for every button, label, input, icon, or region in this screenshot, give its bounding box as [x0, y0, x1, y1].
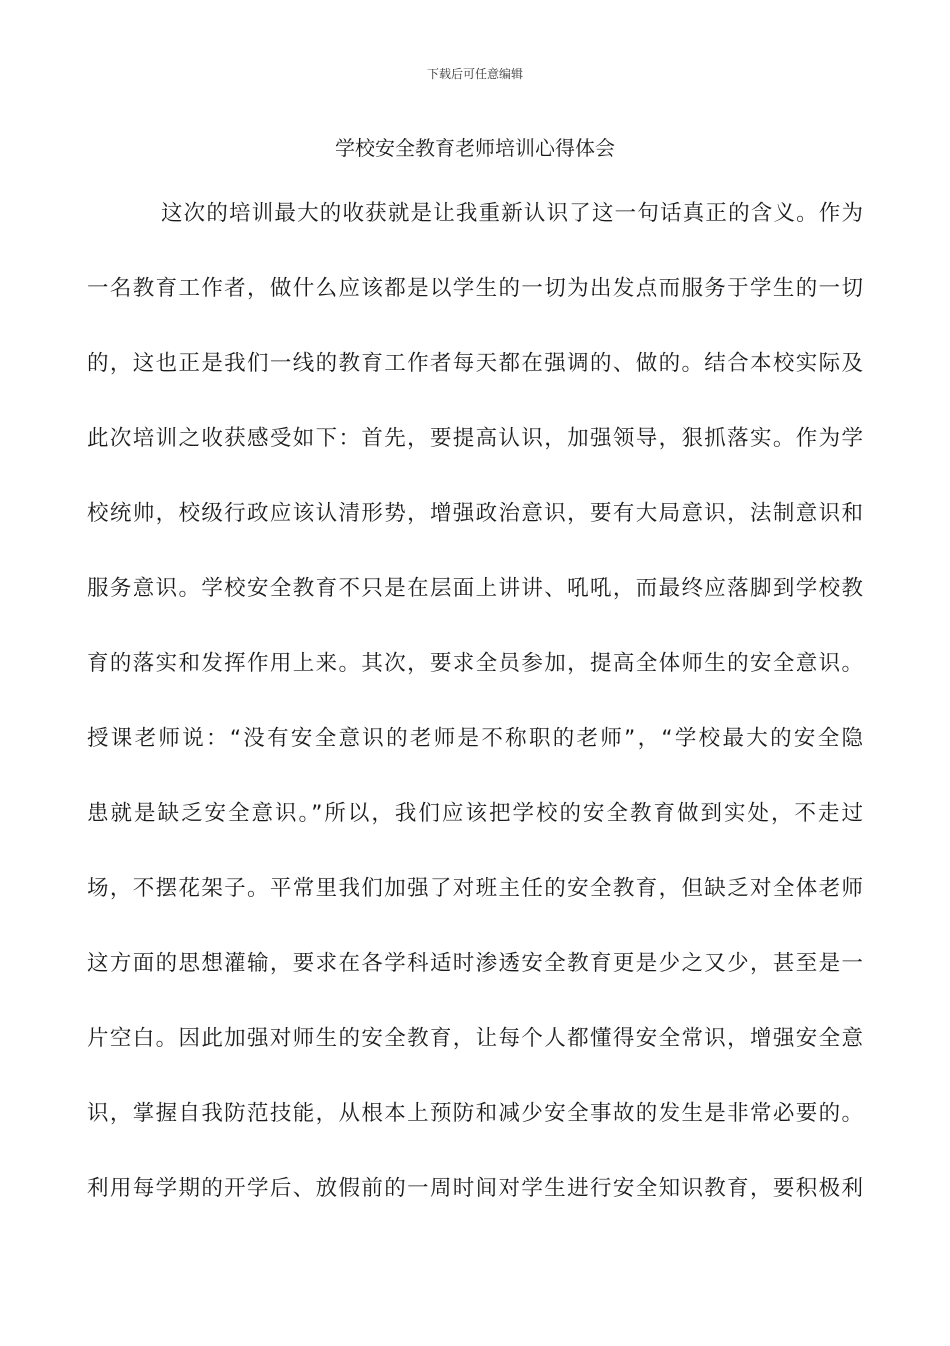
body-line: 育的落实和发挥作用上来。其次，要求全员参加，提高全体师生的安全意识。 [87, 651, 863, 676]
document-title: 学校安全教育老师培训心得体会 [335, 136, 615, 160]
body-line: 利用每学期的开学后、放假前的一周时间对学生进行安全知识教育，要积极利 [87, 1176, 863, 1201]
body-line: 一名教育工作者，做什么应该都是以学生的一切为出发点而服务于学生的一切 [87, 276, 863, 301]
body-line: 校统帅，校级行政应该认清形势，增强政治意识，要有大局意识，法制意识和 [87, 501, 863, 526]
body-line: 识，掌握自我防范技能，从根本上预防和减少安全事故的发生是非常必要的。 [87, 1101, 863, 1126]
body-line: 服务意识。学校安全教育不只是在层面上讲讲、吼吼，而最终应落脚到学校教 [87, 576, 863, 601]
body-line: 授课老师说：“没有安全意识的老师是不称职的老师”，“学校最大的安全隐 [87, 726, 863, 751]
body-line: 场，不摆花架子。平常里我们加强了对班主任的安全教育，但缺乏对全体老师 [87, 876, 863, 901]
body-line: 这方面的思想灌输，要求在各学科适时渗透安全教育更是少之又少，甚至是一 [87, 951, 863, 976]
body-line: 患就是缺乏安全意识。”所以，我们应该把学校的安全教育做到实处，不走过 [87, 801, 863, 826]
body-line: 这次的培训最大的收获就是让我重新认识了这一句话真正的含义。作为 [161, 201, 863, 226]
document-body [87, 176, 863, 1226]
body-line: 此次培训之收获感受如下：首先，要提高认识，加强领导，狠抓落实。作为学 [87, 426, 863, 451]
header-note: 下载后可任意编辑 [426, 67, 523, 81]
body-line: 的，这也正是我们一线的教育工作者每天都在强调的、做的。结合本校实际及 [87, 351, 863, 376]
body-line: 片空白。因此加强对师生的安全教育，让每个人都懂得安全常识，增强安全意 [87, 1026, 863, 1051]
